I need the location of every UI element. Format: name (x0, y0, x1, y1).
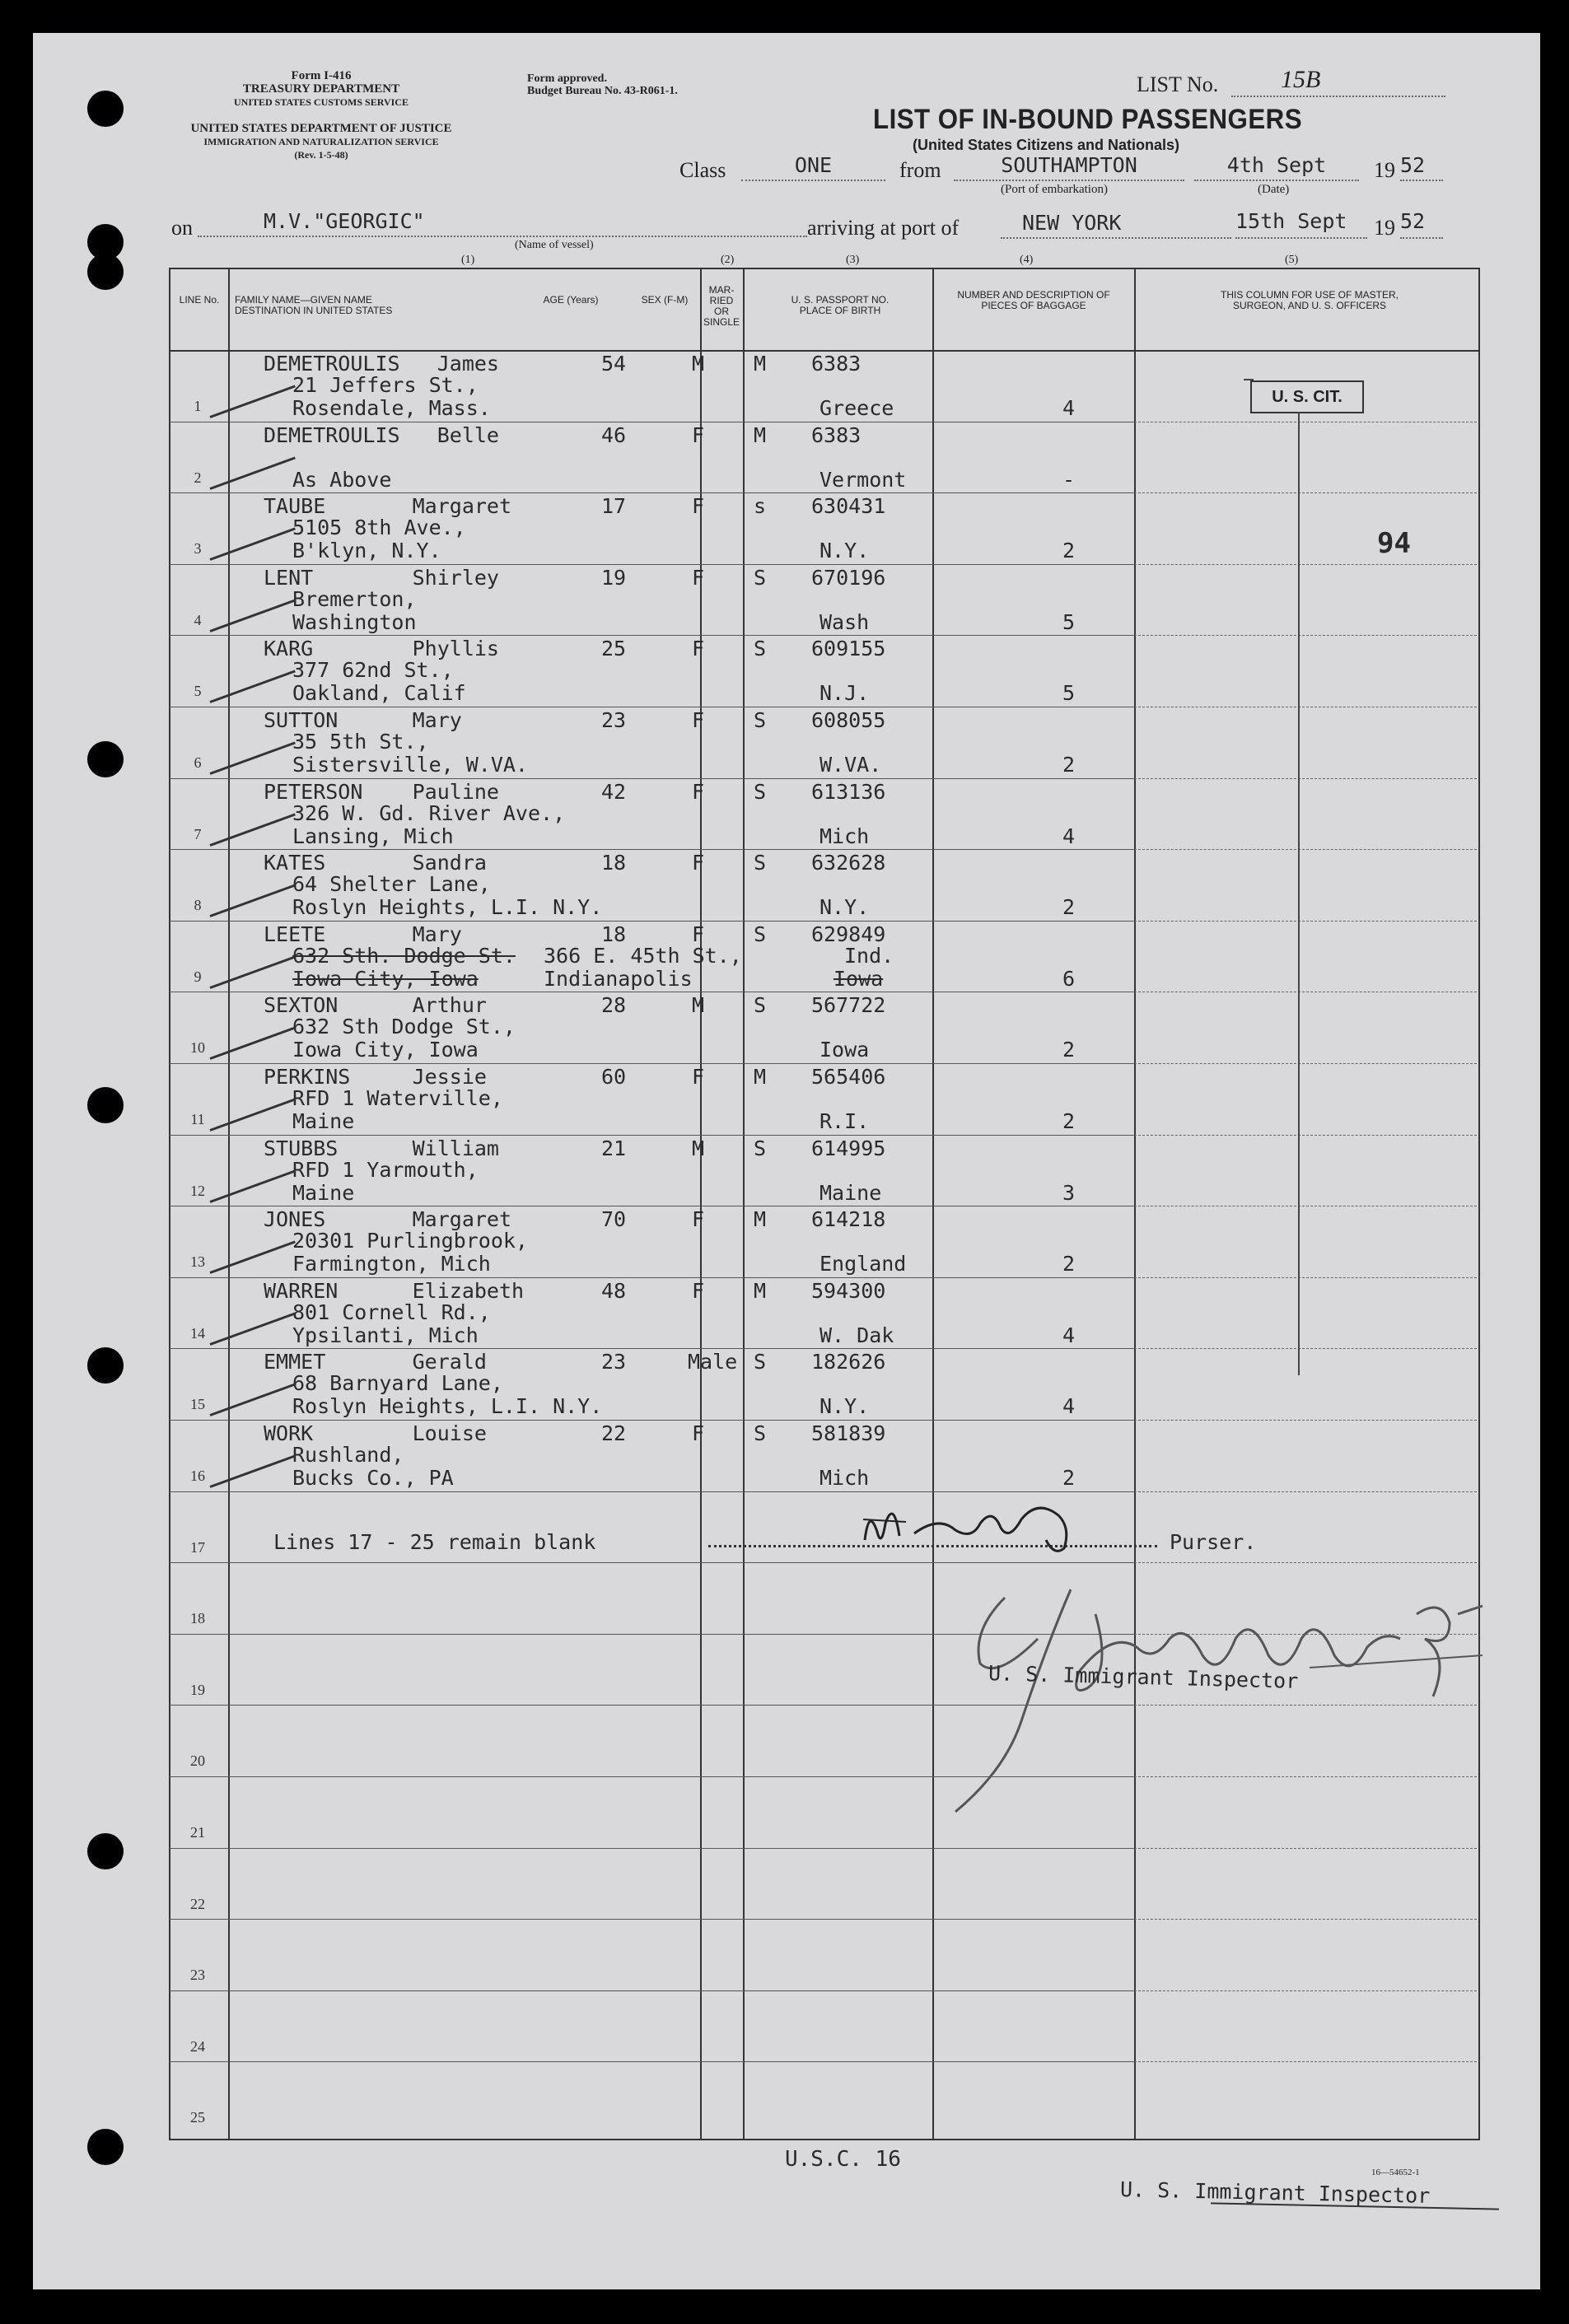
col-divider (700, 268, 702, 2139)
address-line-2: B'klyn, N.Y. (292, 539, 441, 563)
line-number: 14 (190, 1324, 205, 1342)
embark-date: 4th Sept (1194, 153, 1359, 181)
marital-status: S (754, 565, 767, 590)
row-rule-dotted (1134, 1990, 1477, 1991)
address-line-1: RFD 1 Waterville, (292, 1086, 503, 1110)
sex: F (692, 422, 705, 447)
address-line-2: Farmington, Mich (292, 1252, 491, 1276)
row-rule (169, 778, 1134, 779)
sex: F (692, 779, 705, 804)
new-address-1: 366 E. 45th St., (544, 943, 742, 968)
age: 19 (601, 565, 627, 590)
sex: M (692, 1136, 705, 1160)
baggage-count: - (1062, 467, 1076, 492)
purser-label: Purser. (1170, 1530, 1257, 1554)
baggage-count: 2 (1062, 1109, 1076, 1133)
address-line-1: 632 Sth. Dodge St. (292, 943, 516, 968)
line-number: 21 (190, 1824, 205, 1841)
row-rule (169, 492, 1134, 493)
line-number: 23 (190, 1967, 205, 1984)
row-rule (169, 1919, 1134, 1920)
row-rule (169, 2061, 1134, 2062)
line-number: 1 (194, 398, 202, 414)
year-prefix: 19 (1374, 158, 1395, 182)
row-rule-dotted (1134, 1491, 1477, 1492)
marital-status: S (754, 993, 767, 1018)
marital-status: S (754, 637, 767, 661)
line-number: 4 (194, 611, 202, 628)
row-rule (169, 1063, 1134, 1064)
revision: (Rev. 1-5-48) (294, 149, 348, 161)
class-label: Class (679, 158, 726, 182)
row-rule (169, 1348, 1134, 1349)
line-number: 15 (190, 1396, 205, 1413)
print-code: 16—54652-1 (1371, 2168, 1420, 2177)
address-line-1: 21 Jeffers St., (292, 373, 479, 397)
marital-status: M (754, 1278, 767, 1303)
row-rule (169, 921, 1134, 922)
marital-status: M (754, 1065, 767, 1089)
punch-hole (87, 1087, 124, 1123)
arrival-port-text: NEW YORK (1022, 211, 1122, 235)
col-header-age: AGE (Years) (543, 294, 599, 306)
sex: F (692, 851, 705, 875)
place-of-birth: N.Y. (820, 539, 870, 563)
purser-signature (848, 1491, 1128, 1565)
arriving-label: arriving at port of (807, 216, 960, 240)
class-value: ONE (741, 153, 885, 181)
passenger-name: KATES Sandra (264, 851, 487, 875)
address-line-2: Oakland, Calif (292, 681, 466, 706)
row-rule (169, 1990, 1134, 1991)
address-line-2: As Above (292, 467, 392, 492)
sex: Male (688, 1350, 738, 1374)
passport-number: 6383 (811, 422, 862, 447)
age: 25 (601, 637, 627, 661)
row-rule-dotted (1134, 2061, 1477, 2062)
stamp-tick (1244, 379, 1254, 389)
passenger-name: EMMET Gerald (264, 1350, 487, 1374)
line-number: 24 (190, 2037, 205, 2055)
address-line-1: 20301 Purlingbrook, (292, 1229, 528, 1253)
row-rule-dotted (1134, 778, 1477, 779)
row-rule-dotted (1134, 849, 1477, 850)
place-of-birth: W. Dak (820, 1323, 894, 1347)
passenger-name: DEMETROULIS James (264, 352, 499, 376)
passenger-name: PETERSON Pauline (264, 779, 499, 804)
baggage-count: 5 (1062, 681, 1076, 706)
passport-number: 567722 (811, 993, 886, 1018)
line-number: 16 (190, 1468, 205, 1484)
baggage-count: 4 (1062, 824, 1076, 848)
row-rule (169, 1420, 1134, 1421)
baggage-count: 2 (1062, 1038, 1076, 1062)
row-rule-dotted (1134, 1420, 1477, 1421)
age: 17 (601, 494, 627, 519)
passport-number: 630431 (811, 494, 886, 519)
col-header-officers: THIS COLUMN FOR USE OF MASTER, SURGEON, AND U. S. OFFICERS (1220, 289, 1399, 311)
passport-number: 182626 (811, 1350, 886, 1374)
punch-hole (87, 254, 124, 290)
age: 23 (601, 1350, 627, 1374)
sex: F (692, 1065, 705, 1089)
address-line-2: Iowa City, Iowa (292, 966, 479, 991)
line-number: 5 (194, 683, 202, 700)
sex: F (692, 494, 705, 519)
place-of-birth: N.Y. (820, 895, 870, 920)
age: 22 (601, 1421, 627, 1445)
old-birth: Iowa (834, 966, 884, 991)
passenger-name: JONES Margaret (264, 1207, 512, 1232)
place-of-birth: Wash (820, 609, 870, 634)
address-line-1: Bremerton, (292, 586, 417, 611)
passport-number: 608055 (811, 708, 886, 732)
place-of-birth: Vermont (820, 467, 907, 492)
line-number: 25 (190, 2109, 205, 2126)
date-caption: (Date) (1258, 183, 1290, 196)
list-no-field (1231, 66, 1445, 97)
address-line-2: Lansing, Mich (292, 824, 454, 848)
marital-status: S (754, 708, 767, 732)
marital-status: M (754, 422, 767, 447)
baggage-count: 2 (1062, 895, 1076, 920)
address-line-1: 35 5th St., (292, 730, 429, 754)
place-of-birth: Maine (820, 1180, 882, 1205)
address-line-2: Ypsilanti, Mich (292, 1323, 479, 1347)
col-header-sex: SEX (F-M) (641, 294, 689, 306)
row-rule-dotted (1134, 1135, 1477, 1136)
punch-hole (87, 2129, 124, 2165)
customs-service: UNITED STATES CUSTOMS SERVICE (234, 96, 409, 108)
line-number: 9 (194, 968, 202, 985)
row-rule (169, 635, 1134, 636)
age: 60 (601, 1065, 627, 1089)
marital-status: S (754, 1350, 767, 1374)
passport-number: 670196 (811, 565, 886, 590)
address-line-1: 326 W. Gd. River Ave., (292, 800, 566, 825)
place-of-birth: England (820, 1252, 907, 1276)
sex: F (692, 565, 705, 590)
col-header-line-no: LINE No. (179, 294, 220, 306)
sex: M (692, 352, 705, 376)
sex: F (692, 708, 705, 732)
baggage-count: 5 (1062, 609, 1076, 634)
passenger-name: DEMETROULIS Belle (264, 422, 499, 447)
line-number: 22 (190, 1895, 205, 1912)
line-number: 13 (190, 1253, 205, 1271)
agency-block (214, 69, 428, 109)
address-line-2: Maine (292, 1180, 355, 1205)
on-label: on (171, 216, 193, 240)
marital-status: S (754, 1136, 767, 1160)
punch-hole (87, 1833, 124, 1869)
address-line-2: Roslyn Heights, L.I. N.Y. (292, 895, 603, 920)
age: 48 (601, 1278, 627, 1303)
passenger-name: STUBBS William (264, 1136, 499, 1160)
address-line-2: Bucks Co., PA (292, 1466, 454, 1490)
col-header-name-1: FAMILY NAME—GIVEN NAME (235, 294, 372, 306)
col-ref-1: (1) (461, 254, 475, 266)
budget-bureau: Budget Bureau No. 43-R061-1. (527, 85, 678, 97)
justice-dept: UNITED STATES DEPARTMENT OF JUSTICE (190, 122, 452, 135)
marital-status: s (754, 494, 767, 519)
usc-code: U.S.C. 16 (785, 2147, 901, 2172)
col-ref-3: (3) (846, 254, 860, 266)
passport-number: 594300 (811, 1278, 886, 1303)
age: 46 (601, 422, 627, 447)
sex: F (692, 1421, 705, 1445)
punch-hole (87, 741, 124, 777)
col-divider (228, 268, 230, 2139)
line-number: 8 (194, 897, 202, 914)
line-number: 19 (190, 1681, 205, 1698)
line-number: 12 (190, 1182, 205, 1199)
row-rule-dotted (1134, 1063, 1477, 1064)
baggage-count: 6 (1062, 966, 1076, 991)
passport-number: 632628 (811, 851, 886, 875)
address-line-2: Iowa City, Iowa (292, 1038, 479, 1062)
address-line-2: Roslyn Heights, L.I. N.Y. (292, 1394, 603, 1419)
place-of-birth: Ind. (844, 943, 894, 968)
inspector-signature (922, 1581, 1499, 1828)
row-rule-dotted (1134, 921, 1477, 922)
passenger-name: WORK Louise (264, 1421, 487, 1445)
col-header-passport: U. S. PASSPORT NO. PLACE OF BIRTH (791, 294, 890, 316)
baggage-count: 2 (1062, 753, 1076, 777)
age: 70 (601, 1207, 627, 1232)
form-number: Form I-416 (291, 69, 352, 82)
page-title: LIST OF IN-BOUND PASSENGERS (873, 104, 1303, 135)
row-rule (169, 1135, 1134, 1136)
row-rule-dotted (1134, 1348, 1477, 1349)
row-rule-dotted (1134, 1562, 1477, 1563)
line-number: 11 (190, 1111, 205, 1127)
row-rule-dotted (1134, 564, 1477, 565)
list-no-value: 15B (1281, 66, 1321, 93)
place-of-birth: Mich (820, 824, 870, 848)
passport-number: 614995 (811, 1136, 886, 1160)
baggage-count: 3 (1062, 1180, 1076, 1205)
col-ref-5: (5) (1285, 254, 1299, 266)
line-number: 17 (190, 1538, 205, 1556)
sex: M (692, 993, 705, 1018)
place-of-birth: Iowa (820, 1038, 870, 1062)
port-embark-caption: (Port of embarkation) (1001, 183, 1108, 196)
address-line-1: 68 Barnyard Lane, (292, 1371, 503, 1396)
passenger-name: TAUBE Margaret (264, 494, 512, 519)
passenger-name: LENT Shirley (264, 565, 499, 590)
baggage-count: 4 (1062, 396, 1076, 420)
year-suffix-2: 52 (1400, 209, 1443, 239)
passenger-name: LEETE Mary (264, 922, 462, 946)
place-of-birth: Mich (820, 1466, 870, 1490)
baggage-count: 4 (1062, 1323, 1076, 1347)
list-no-label: LIST No. (1137, 72, 1219, 96)
address-line-2: Sistersville, W.VA. (292, 753, 528, 777)
place-of-birth: R.I. (820, 1109, 870, 1133)
row-rule (169, 1277, 1134, 1278)
marital-status: S (754, 851, 767, 875)
line-number: 3 (194, 540, 202, 558)
passport-number: 609155 (811, 637, 886, 661)
col-ref-2: (2) (721, 254, 735, 266)
age: 21 (601, 1136, 627, 1160)
year-prefix-2: 19 (1374, 216, 1395, 240)
passport-number: 565406 (811, 1065, 886, 1089)
row-rule-dotted (1134, 635, 1477, 636)
line-number: 10 (190, 1039, 205, 1057)
sex: F (692, 637, 705, 661)
age: 54 (601, 352, 627, 376)
marital-status: M (754, 352, 767, 376)
address-line-2: Maine (292, 1109, 355, 1133)
new-address-2: Indianapolis (544, 966, 693, 991)
treasury-dept: TREASURY DEPARTMENT (242, 82, 400, 96)
form-approved: Form approved. (527, 72, 607, 85)
marital-status: S (754, 922, 767, 946)
address-line-2: Rosendale, Mass. (292, 396, 491, 420)
col-divider (932, 268, 934, 2139)
row-rule-dotted (1134, 1919, 1477, 1920)
line-number: 6 (194, 754, 202, 771)
place-of-birth: N.J. (820, 681, 870, 706)
place-of-birth: Greece (820, 396, 894, 420)
baggage-count: 2 (1062, 539, 1076, 563)
col-divider (743, 268, 745, 2139)
marital-status: S (754, 1421, 767, 1445)
row-rule (169, 564, 1134, 565)
sex: F (692, 1278, 705, 1303)
ins-service: IMMIGRATION AND NATURALIZATION SERVICE (203, 136, 439, 147)
form-approved-block (527, 72, 678, 97)
age: 23 (601, 708, 627, 732)
baggage-count: 2 (1062, 1252, 1076, 1276)
line-number: 7 (194, 825, 202, 842)
port-of-embarkation: SOUTHAMPTON (954, 153, 1184, 181)
address-line-1: 5105 8th Ave., (292, 516, 466, 540)
from-label: from (899, 158, 941, 182)
col-header-married: MAR-RIED OR SINGLE (703, 284, 740, 328)
baggage-count: 2 (1062, 1466, 1076, 1490)
remain-blank-text: Lines 17 - 25 remain blank (273, 1530, 596, 1554)
passport-number: 629849 (811, 922, 886, 946)
passenger-name: SEXTON Arthur (264, 993, 487, 1018)
address-line-2: Washington (292, 609, 417, 634)
address-line-1: 801 Cornell Rd., (292, 1300, 491, 1324)
passport-number: 581839 (811, 1421, 886, 1445)
place-of-birth: N.Y. (820, 1394, 870, 1419)
address-line-1: Rushland, (292, 1443, 404, 1467)
row-rule (169, 849, 1134, 850)
us-cit-bracket-line (1298, 412, 1300, 1375)
marital-status: S (754, 779, 767, 804)
vessel-name: M.V."GEORGIC" (198, 209, 807, 237)
page-subtitle: (United States Citizens and Nationals) (913, 137, 1180, 153)
age: 18 (601, 851, 627, 875)
punch-hole (87, 91, 124, 127)
age: 18 (601, 922, 627, 946)
baggage-count: 4 (1062, 1394, 1076, 1419)
passenger-name: WARREN Elizabeth (264, 1278, 525, 1303)
punch-hole (87, 1347, 124, 1384)
passport-number: 613136 (811, 779, 886, 804)
sex: F (692, 1207, 705, 1232)
age: 28 (601, 993, 627, 1018)
arrival-date: 15th Sept (1235, 209, 1367, 239)
row-rule-dotted (1134, 1277, 1477, 1278)
line-number: 20 (190, 1752, 205, 1770)
address-line-1: 377 62nd St., (292, 658, 454, 683)
justice-block (165, 122, 478, 161)
col-header-baggage: NUMBER AND DESCRIPTION OF PIECES OF BAGGAGE (957, 289, 1110, 311)
arrival-port (1001, 209, 1231, 239)
passport-number: 6383 (811, 352, 862, 376)
sex: F (692, 922, 705, 946)
address-line-1: 64 Shelter Lane, (292, 872, 491, 897)
place-of-birth: W.VA. (820, 753, 882, 777)
row-rule-dotted (1134, 1848, 1477, 1849)
passport-number: 614218 (811, 1207, 886, 1232)
line-number: 18 (190, 1610, 205, 1627)
row-rule (169, 1848, 1134, 1849)
col-divider (1134, 268, 1136, 2139)
line-number: 2 (194, 469, 202, 486)
address-line-1: RFD 1 Yarmouth, (292, 1157, 479, 1182)
vessel-caption: (Name of vessel) (515, 239, 594, 251)
col-header-name-2: DESTINATION IN UNITED STATES (235, 305, 393, 316)
col-ref-4: (4) (1020, 254, 1034, 266)
col-header-name (235, 295, 482, 316)
passenger-name: SUTTON Mary (264, 708, 462, 732)
age: 42 (601, 779, 627, 804)
row-rule-dotted (1134, 492, 1477, 493)
passenger-name: PERKINS Jessie (264, 1065, 487, 1089)
inspector-title: U. S. Immigrant Inspector (988, 1661, 1299, 1693)
year-suffix: 52 (1400, 153, 1443, 181)
passenger-name: KARG Phyllis (264, 637, 499, 661)
address-line-1: 632 Sth Dodge St., (292, 1015, 516, 1039)
us-cit-stamp: U. S. CIT. (1250, 380, 1364, 413)
annotation-number: 94 (1377, 527, 1411, 560)
inspector-title-bottom: U. S. Immigrant Inspector (1119, 2177, 1431, 2208)
marital-status: M (754, 1207, 767, 1232)
manifest-page (33, 33, 1540, 2289)
